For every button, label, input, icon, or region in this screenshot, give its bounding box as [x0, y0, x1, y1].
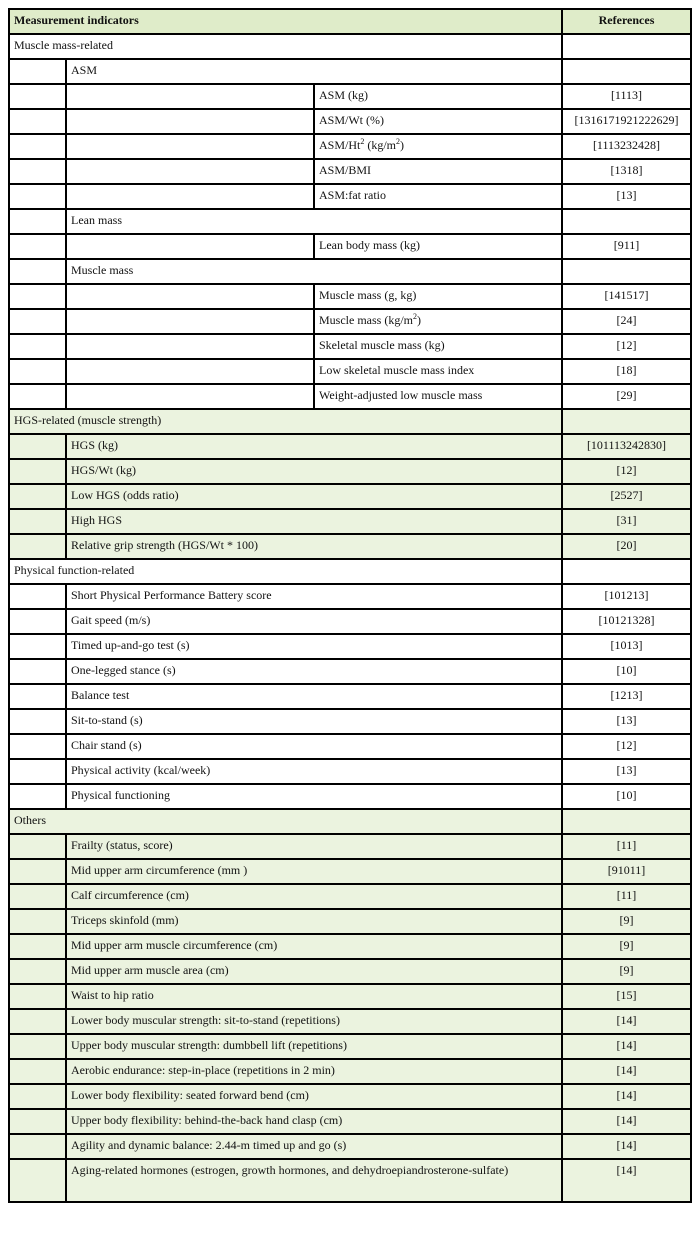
table-row [9, 234, 691, 259]
group-label: Muscle mass [66, 259, 562, 284]
indicator-label: Lower body flexibility: seated forward bend (cm) [66, 1084, 562, 1109]
table-row [9, 284, 691, 309]
reference-cell: [13] [562, 184, 691, 209]
table-row [9, 884, 691, 909]
indent-cell [66, 334, 314, 359]
reference-cell: [15] [562, 984, 691, 1009]
indent-cell [9, 759, 66, 784]
indicator-label: Mid upper arm circumference (mm ) [66, 859, 562, 884]
indicator-label: One-legged stance (s) [66, 659, 562, 684]
indent-cell [9, 584, 66, 609]
indicator-label: Mid upper arm muscle area (cm) [66, 959, 562, 984]
indent-cell [9, 1034, 66, 1059]
reference-cell: [20] [562, 534, 691, 559]
indent-cell [66, 284, 314, 309]
indent-cell [9, 459, 66, 484]
header-measurement-indicators: Measurement indicators [9, 9, 562, 34]
reference-cell: [91011] [562, 859, 691, 884]
indent-cell [9, 209, 66, 234]
table-row [9, 584, 691, 609]
table-row [9, 709, 691, 734]
group-ref-empty [562, 259, 691, 284]
indicator-label: Triceps skinfold (mm) [66, 909, 562, 934]
indent-cell [9, 909, 66, 934]
reference-cell: [101113242830] [562, 434, 691, 459]
section-ref-empty [562, 409, 691, 434]
indicator-label: ASM/Ht$^2$ $(kg/m^2)$ [314, 134, 562, 159]
reference-cell: [141517] [562, 284, 691, 309]
table-row [9, 334, 691, 359]
reference-cell: [12] [562, 734, 691, 759]
indent-cell [9, 384, 66, 409]
table-row [9, 459, 691, 484]
indicator-label: Physical functioning [66, 784, 562, 809]
indent-cell [66, 134, 314, 159]
table-row [9, 1159, 691, 1202]
reference-cell: [2527] [562, 484, 691, 509]
indent-cell [9, 859, 66, 884]
reference-cell: [14] [562, 1059, 691, 1084]
indicator-label: Chair stand (s) [66, 734, 562, 759]
table-row [9, 1034, 691, 1059]
indent-cell [66, 109, 314, 134]
header-references: References [562, 9, 691, 34]
indicator-label: Muscle mass (g, kg) [314, 284, 562, 309]
indent-cell [9, 359, 66, 384]
indent-cell [9, 984, 66, 1009]
table-row [9, 784, 691, 809]
indent-cell [9, 959, 66, 984]
section-row-physical-function [9, 559, 691, 584]
reference-cell: [14] [562, 1009, 691, 1034]
reference-cell: [1113232428] [562, 134, 691, 159]
reference-cell: [10121328] [562, 609, 691, 634]
indicator-label: Upper body flexibility: behind-the-back hand clasp (cm) [66, 1109, 562, 1134]
section-ref-empty [562, 809, 691, 834]
table-row [9, 509, 691, 534]
table-row [9, 684, 691, 709]
reference-cell: [101213] [562, 584, 691, 609]
reference-cell: [14] [562, 1134, 691, 1159]
table-row [9, 109, 691, 134]
table-row [9, 1059, 691, 1084]
indicator-label: Timed up-and-go test (s) [66, 634, 562, 659]
group-label: Lean mass [66, 209, 562, 234]
indent-cell [9, 509, 66, 534]
indent-cell [9, 234, 66, 259]
reference-cell: [911] [562, 234, 691, 259]
measurement-indicators-table [8, 8, 692, 1203]
indent-cell [9, 659, 66, 684]
reference-cell: [1013] [562, 634, 691, 659]
table-row [9, 1134, 691, 1159]
group-row-lean-mass [9, 209, 691, 234]
reference-cell: [14] [562, 1034, 691, 1059]
indicator-label: Gait speed (m/s) [66, 609, 562, 634]
indent-cell [9, 534, 66, 559]
table-row [9, 984, 691, 1009]
indicator-label: Lean body mass (kg) [314, 234, 562, 259]
reference-cell: [24] [562, 309, 691, 334]
indent-cell [66, 309, 314, 334]
group-ref-empty [562, 209, 691, 234]
indicator-label: ASM:fat ratio [314, 184, 562, 209]
indent-cell [9, 1159, 66, 1202]
indicator-label: Relative grip strength (HGS/Wt * 100) [66, 534, 562, 559]
reference-cell: [11] [562, 834, 691, 859]
table-row [9, 434, 691, 459]
indent-cell [9, 109, 66, 134]
table-row [9, 1109, 691, 1134]
indent-cell [9, 1059, 66, 1084]
table-row [9, 484, 691, 509]
table-row [9, 759, 691, 784]
group-label: ASM [66, 59, 562, 84]
reference-cell: [9] [562, 934, 691, 959]
indent-cell [9, 1134, 66, 1159]
table-row [9, 184, 691, 209]
indicator-label: Mid upper arm muscle circumference (cm) [66, 934, 562, 959]
indent-cell [9, 1109, 66, 1134]
reference-cell: [18] [562, 359, 691, 384]
indent-cell [9, 309, 66, 334]
indent-cell [9, 434, 66, 459]
indicator-label: Upper body muscular strength: dumbbell lift (repetitions) [66, 1034, 562, 1059]
indicator-label: Sit-to-stand (s) [66, 709, 562, 734]
indent-cell [9, 284, 66, 309]
indent-cell [9, 84, 66, 109]
reference-cell: [9] [562, 909, 691, 934]
indent-cell [9, 1009, 66, 1034]
reference-cell: [12] [562, 334, 691, 359]
indicator-label: Aging-related hormones (estrogen, growth hormones, and dehydroepiandrosterone-sulfate) [66, 1159, 562, 1202]
indent-cell [9, 184, 66, 209]
indicator-label: HGS/Wt (kg) [66, 459, 562, 484]
section-label: HGS-related (muscle strength) [9, 409, 562, 434]
indent-cell [9, 59, 66, 84]
reference-cell: [9] [562, 959, 691, 984]
table-row [9, 1084, 691, 1109]
table-row [9, 834, 691, 859]
indicator-label: Short Physical Performance Battery score [66, 584, 562, 609]
reference-cell: [14] [562, 1109, 691, 1134]
section-ref-empty [562, 559, 691, 584]
table-header-row [9, 9, 691, 34]
reference-cell: [13] [562, 759, 691, 784]
reference-cell: [1318] [562, 159, 691, 184]
indicator-label: Balance test [66, 684, 562, 709]
indicator-label: Weight-adjusted low muscle mass [314, 384, 562, 409]
reference-cell: [29] [562, 384, 691, 409]
indent-cell [9, 134, 66, 159]
reference-cell: [12] [562, 459, 691, 484]
table-row [9, 734, 691, 759]
table-row [9, 134, 691, 159]
indicator-label: ASM (kg) [314, 84, 562, 109]
indicator-label: Frailty (status, score) [66, 834, 562, 859]
indent-cell [66, 359, 314, 384]
indicator-label: Waist to hip ratio [66, 984, 562, 1009]
reference-cell: [1316171921222629] [562, 109, 691, 134]
reference-cell: [31] [562, 509, 691, 534]
group-row-asm [9, 59, 691, 84]
section-row-muscle-mass [9, 34, 691, 59]
indicator-label: Physical activity (kcal/week) [66, 759, 562, 784]
indent-cell [9, 259, 66, 284]
indicator-label: Skeletal muscle mass (kg) [314, 334, 562, 359]
table-row [9, 959, 691, 984]
indicator-label: Low HGS (odds ratio) [66, 484, 562, 509]
table-row [9, 384, 691, 409]
section-label: Muscle mass-related [9, 34, 562, 59]
reference-cell: [1213] [562, 684, 691, 709]
indicator-label: ASM/Wt (%) [314, 109, 562, 134]
indent-cell [9, 484, 66, 509]
indent-cell [9, 159, 66, 184]
indent-cell [9, 334, 66, 359]
indent-cell [9, 834, 66, 859]
reference-cell: [13] [562, 709, 691, 734]
indent-cell [9, 1084, 66, 1109]
section-ref-empty [562, 34, 691, 59]
table-row [9, 159, 691, 184]
table-row [9, 359, 691, 384]
table-row [9, 634, 691, 659]
table-row [9, 659, 691, 684]
indent-cell [66, 234, 314, 259]
table-row [9, 309, 691, 334]
indent-cell [9, 709, 66, 734]
reference-cell: [14] [562, 1159, 691, 1202]
indicator-label: Agility and dynamic balance: 2.44-m timed up and go (s) [66, 1134, 562, 1159]
table-row [9, 909, 691, 934]
reference-cell: [10] [562, 659, 691, 684]
reference-cell: [10] [562, 784, 691, 809]
indent-cell [9, 609, 66, 634]
section-label: Physical function-related [9, 559, 562, 584]
indicator-label: Muscle mass $(kg/m^2)$ [314, 309, 562, 334]
table-row [9, 1009, 691, 1034]
table-row [9, 534, 691, 559]
indent-cell [9, 884, 66, 909]
indicator-label: High HGS [66, 509, 562, 534]
group-ref-empty [562, 59, 691, 84]
section-row-hgs [9, 409, 691, 434]
table-row [9, 609, 691, 634]
indent-cell [9, 684, 66, 709]
reference-cell: [1113] [562, 84, 691, 109]
indicator-label: HGS (kg) [66, 434, 562, 459]
indent-cell [66, 84, 314, 109]
table-row [9, 84, 691, 109]
section-label: Others [9, 809, 562, 834]
indent-cell [66, 384, 314, 409]
reference-cell: [11] [562, 884, 691, 909]
indent-cell [9, 634, 66, 659]
indicator-label: ASM/BMI [314, 159, 562, 184]
table-row [9, 934, 691, 959]
indicator-label: Calf circumference (cm) [66, 884, 562, 909]
table-row [9, 859, 691, 884]
indent-cell [9, 784, 66, 809]
indicator-label: Low skeletal muscle mass index [314, 359, 562, 384]
group-row-muscle-mass [9, 259, 691, 284]
indent-cell [66, 159, 314, 184]
reference-cell: [14] [562, 1084, 691, 1109]
indent-cell [66, 184, 314, 209]
indicator-label: Lower body muscular strength: sit-to-stand (repetitions) [66, 1009, 562, 1034]
indent-cell [9, 734, 66, 759]
indicator-label: Aerobic endurance: step-in-place (repetitions in 2 min) [66, 1059, 562, 1084]
indent-cell [9, 934, 66, 959]
section-row-others [9, 809, 691, 834]
